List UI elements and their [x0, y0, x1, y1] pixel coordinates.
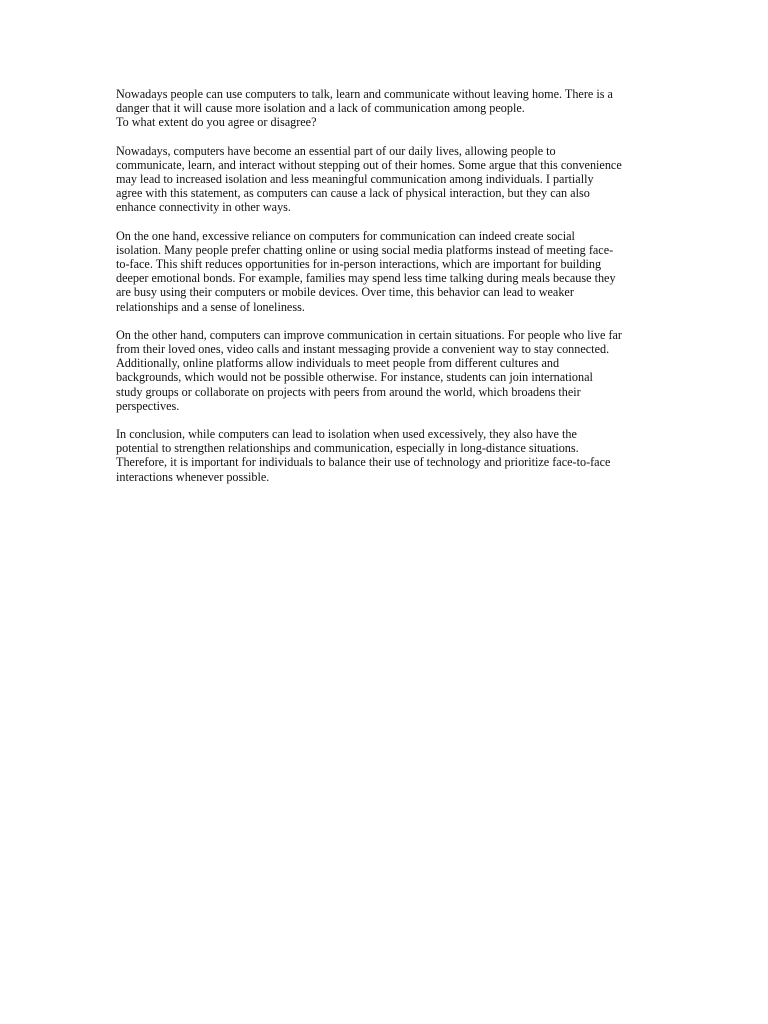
paragraph-line: backgrounds, which would not be possible otherwise. For instance, students can join international — [116, 370, 593, 385]
paragraph-conclusion — [116, 427, 656, 484]
paragraph-line: Therefore, it is important for individuals to balance their use of technology and prioritize face-to-face — [116, 455, 611, 470]
prompt-line: Nowadays people can use computers to talk, learn and communicate without leaving home. There is a — [116, 87, 613, 101]
paragraph-line: are busy using their computers or mobile devices. Over time, this behavior can lead to weaker — [116, 285, 574, 300]
document-body — [116, 87, 656, 498]
paragraph-line: agree with this statement, as computers can cause a lack of physical interaction, but they can also — [116, 186, 590, 201]
paragraph-line: enhance connectivity in other ways. — [116, 200, 291, 215]
paragraph-line: perspectives. — [116, 398, 180, 413]
paragraph-line: to-face. This shift reduces opportunities for in-person interactions, which are important for building — [116, 257, 602, 272]
paragraph-line: isolation. Many people prefer chatting online or using social media platforms instead of meeting face- — [116, 242, 614, 257]
paragraph-line: may lead to increased isolation and less meaningful communication among individuals. I partially — [116, 172, 594, 187]
paragraph-line: potential to strengthen relationships and communication, especially in long-distance situations. — [116, 441, 579, 456]
prompt-line: danger that it will cause more isolation and a lack of communication among people. — [116, 101, 525, 116]
paragraph-line: On the one hand, excessive reliance on computers for communication can indeed create social — [116, 228, 575, 243]
paragraph-line: Nowadays, computers have become an essential part of our daily lives, allowing people to — [116, 143, 556, 158]
prompt-question: To what extent do you agree or disagree? — [116, 115, 317, 130]
paragraph-line: communicate, learn, and interact without stepping out of their homes. Some argue that this convenience — [116, 157, 622, 172]
paragraph-line: On the other hand, computers can improve communication in certain situations. For people who live far — [116, 327, 622, 342]
paragraph-line: Additionally, online platforms allow individuals to meet people from different cultures and — [116, 356, 560, 371]
paragraph-line: study groups or collaborate on projects with peers from around the world, which broadens their — [116, 384, 581, 399]
paragraph-line: In conclusion, while computers can lead to isolation when used excessively, they also have the — [116, 427, 577, 442]
paragraph-other-hand — [116, 328, 656, 413]
paragraph-line: from their loved ones, video calls and instant messaging provide a convenient way to stay connected. — [116, 342, 610, 357]
paragraph-line: deeper emotional bonds. For example, families may spend less time talking during meals because they — [116, 271, 616, 286]
paragraph-line: interactions whenever possible. — [116, 469, 270, 484]
essay-prompt — [116, 87, 656, 130]
paragraph-one-hand — [116, 229, 656, 314]
paragraph-line: relationships and a sense of loneliness. — [116, 299, 305, 314]
paragraph-introduction — [116, 144, 656, 215]
